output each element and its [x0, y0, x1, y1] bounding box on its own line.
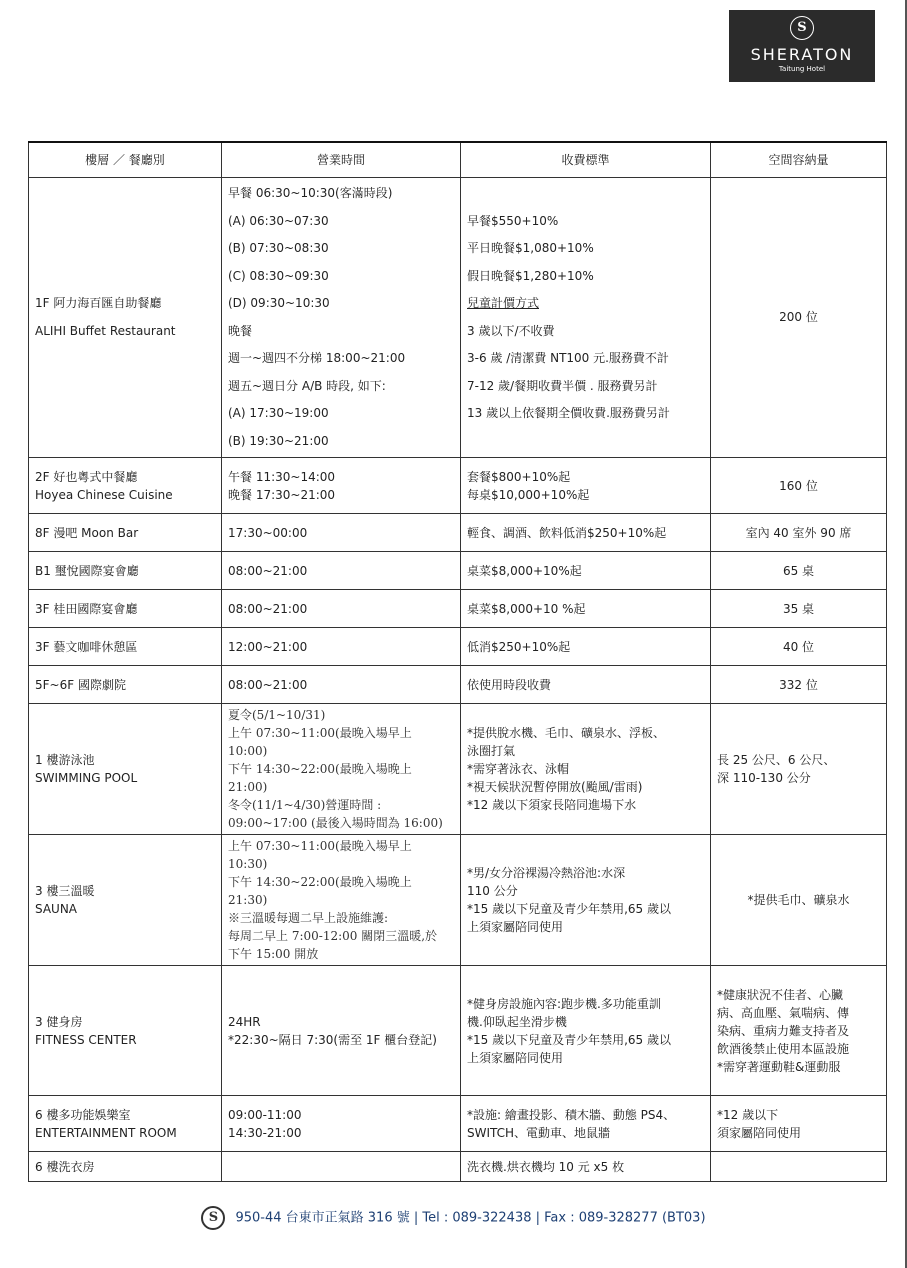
cell-capacity: [711, 590, 887, 628]
cell-line: 6 樓多功能娛樂室: [35, 1107, 131, 1122]
cell-line: 早餐$550+10%: [467, 213, 559, 228]
cell-line: 7-12 歲/餐期收費半價 . 服務費另計: [467, 378, 658, 393]
cell-line: 週五~週日分 A/B 時段, 如下:: [228, 378, 386, 393]
logo-subtitle: Taitung Hotel: [778, 65, 826, 73]
facilities-table: [28, 141, 887, 1182]
cell-line: 上須家屬陪同使用: [467, 1050, 564, 1065]
cell-line: 160 位: [779, 478, 818, 493]
cell-line: 3 歲以下/不收費: [467, 323, 555, 338]
cell-line: SWITCH、電動車、地鼠牆: [467, 1125, 611, 1140]
cell-line: 早餐 06:30~10:30(客滿時段): [228, 186, 393, 200]
cell-capacity: [711, 628, 887, 666]
cell-line: 冬令(11/1~4/30)營運時間 :: [228, 798, 382, 812]
cell-line: *12 歲以下須家長陪同進場下水: [467, 798, 637, 812]
cell-line: *22:30~隔日 7:30(需至 1F 櫃台登記): [228, 1032, 437, 1047]
cell-line: 3-6 歲 /清潔費 NT100 元.服務費不計: [467, 351, 669, 365]
cell-line: B1 璽悅國際宴會廳: [35, 563, 139, 578]
cell-line: 染病、重病力難支持者及: [717, 1023, 850, 1038]
cell-capacity: [711, 835, 887, 966]
cell-name: [29, 966, 222, 1096]
cell-line: (A) 06:30~07:30: [228, 213, 329, 228]
cell-price: [461, 835, 711, 966]
cell-name: [29, 1096, 222, 1152]
header-capacity: 空間容納量: [711, 142, 887, 178]
cell-line: 須家屬陪同使用: [717, 1125, 802, 1140]
cell-price: [461, 1096, 711, 1152]
table-row: [29, 1096, 887, 1152]
cell-line: *健身房設施內容:跑步機.多功能重訓: [467, 996, 661, 1011]
cell-line: 桌菜$8,000+10 %起: [467, 601, 586, 616]
table-header-row: [29, 142, 887, 178]
cell-hours: [222, 1152, 461, 1182]
cell-line: 3 健身房: [35, 1014, 83, 1029]
cell-price: [461, 966, 711, 1096]
table-body: [29, 178, 887, 1182]
cell-line: 套餐$800+10%起: [467, 469, 571, 484]
cell-line: 6 樓洗衣房: [35, 1159, 95, 1174]
cell-line: 低消$250+10%起: [467, 639, 571, 654]
cell-price: [461, 552, 711, 590]
cell-hours: [222, 552, 461, 590]
cell-capacity: [711, 1096, 887, 1152]
table-row: [29, 178, 887, 458]
cell-capacity: [711, 458, 887, 514]
cell-line: 3F 藝文咖啡休憩區: [35, 639, 138, 654]
cell-line: 假日晚餐$1,280+10%: [467, 268, 594, 283]
cell-line: 病、高血壓、氣喘病、傳: [717, 1005, 850, 1020]
cell-capacity: [711, 1152, 887, 1182]
cell-line: 65 桌: [782, 563, 815, 578]
cell-line: 泳圈打氣: [467, 744, 516, 758]
cell-hours: [222, 704, 461, 835]
cell-line: 24HR: [228, 1014, 261, 1029]
cell-line: SWIMMING POOL: [35, 771, 138, 785]
cell-name: [29, 628, 222, 666]
cell-capacity: [711, 966, 887, 1096]
cell-line: 午餐 11:30~14:00: [228, 469, 336, 484]
footer: [0, 1206, 907, 1230]
cell-line: 週一~週四不分梯 18:00~21:00: [228, 351, 406, 365]
cell-line: *15 歲以下兒童及青少年禁用,65 歲以: [467, 902, 671, 916]
cell-line: 室內 40 室外 90 席: [745, 525, 852, 540]
cell-line: 下午 15:00 開放: [228, 947, 319, 961]
cell-line: ※三溫暖每週二早上設施維護:: [228, 911, 389, 925]
cell-line: 14:30-21:00: [228, 1125, 302, 1140]
cell-line: 8F 漫吧 Moon Bar: [35, 525, 139, 540]
cell-line: 深 110-130 公分: [717, 771, 811, 785]
table-row: [29, 458, 887, 514]
cell-line: *視天候狀況暫停開放(颱風/雷雨): [467, 780, 643, 794]
cell-line: 08:00~21:00: [228, 601, 308, 616]
cell-name: [29, 514, 222, 552]
header-floor: 樓層 ／ 餐廳別: [29, 142, 222, 178]
cell-name: [29, 552, 222, 590]
cell-hours: [222, 514, 461, 552]
cell-name: [29, 590, 222, 628]
cell-line: 1 樓游泳池: [35, 753, 95, 767]
cell-line: *設施: 繪畫投影、積木牆、動態 PS4、: [467, 1107, 676, 1122]
table-row: [29, 552, 887, 590]
logo-name: SHERATON: [750, 45, 854, 64]
cell-line: 長 25 公尺、6 公尺、: [717, 753, 836, 767]
cell-name: [29, 178, 222, 458]
cell-line: 晚餐: [228, 323, 253, 338]
cell-line: SAUNA: [35, 902, 78, 916]
cell-line: 每周二早上 7:00-12:00 關閉三溫暖,於: [228, 929, 438, 943]
cell-line: 飲酒後禁止使用本區設施: [717, 1041, 850, 1056]
cell-line: ENTERTAINMENT ROOM: [35, 1125, 177, 1140]
cell-hours: [222, 458, 461, 514]
cell-line: 兒童計價方式: [467, 296, 540, 310]
cell-line: (C) 08:30~09:30: [228, 268, 329, 283]
cell-line: *提供脫水機、毛巾、礦泉水、浮板、: [467, 726, 666, 740]
cell-line: *男/女分浴裸湯冷熱浴池:水深: [467, 866, 626, 880]
cell-line: 上須家屬陪同使用: [467, 920, 564, 934]
cell-name: [29, 1152, 222, 1182]
cell-line: 08:00~21:00: [228, 677, 308, 692]
cell-line: 夏令(5/1~10/31): [228, 708, 326, 722]
sheraton-emblem-icon: S: [790, 16, 814, 40]
footer-address: 950-44 台東市正氣路 316 號 | Tel : 089-322438 | Fax : 089-328277 (BT03): [235, 1210, 706, 1226]
table-row: [29, 1152, 887, 1182]
cell-line: (B) 19:30~21:00: [228, 433, 329, 448]
cell-line: *健康狀況不佳者、心臟: [717, 987, 844, 1002]
cell-line: 200 位: [779, 309, 818, 324]
cell-line: 上午 07:30~11:00(最晚入場早上 10:00): [228, 726, 412, 758]
cell-capacity: [711, 704, 887, 835]
cell-capacity: [711, 178, 887, 458]
table-row: [29, 704, 887, 835]
cell-capacity: [711, 514, 887, 552]
cell-line: (D) 09:30~10:30: [228, 296, 330, 310]
header-hours: 營業時間: [222, 142, 461, 178]
table-row: [29, 966, 887, 1096]
cell-line: 每桌$10,000+10%起: [467, 487, 590, 502]
cell-price: [461, 458, 711, 514]
cell-line: 09:00~17:00 (最後入場時間為 16:00): [228, 816, 443, 830]
cell-hours: [222, 966, 461, 1096]
cell-line: 17:30~00:00: [228, 525, 308, 540]
cell-hours: [222, 1096, 461, 1152]
cell-name: [29, 458, 222, 514]
cell-price: [461, 704, 711, 835]
cell-line: *需穿著泳衣、泳帽: [467, 762, 570, 776]
cell-hours: [222, 178, 461, 458]
cell-line: 機.仰臥起坐滑步機: [467, 1014, 567, 1029]
cell-price: [461, 666, 711, 704]
cell-line: 輕食、調酒、飲料低消$250+10%起: [467, 525, 667, 540]
cell-line: 08:00~21:00: [228, 563, 308, 578]
sheraton-s-icon: S: [201, 1206, 225, 1230]
table-row: [29, 590, 887, 628]
cell-price: [461, 1152, 711, 1182]
cell-price: [461, 628, 711, 666]
cell-line: 下午 14:30~22:00(最晚入場晚上 21:30): [228, 875, 412, 907]
cell-capacity: [711, 666, 887, 704]
cell-hours: [222, 835, 461, 966]
cell-line: ALIHI Buffet Restaurant: [35, 323, 176, 338]
cell-line: 桌菜$8,000+10%起: [467, 563, 582, 578]
cell-line: 上午 07:30~11:00(最晚入場早上 10:30): [228, 839, 412, 871]
cell-hours: [222, 628, 461, 666]
cell-line: (B) 07:30~08:30: [228, 241, 329, 255]
cell-hours: [222, 666, 461, 704]
cell-line: FITNESS CENTER: [35, 1032, 137, 1047]
cell-line: 下午 14:30~22:00(最晚入場晚上 21:00): [228, 762, 412, 794]
cell-name: [29, 835, 222, 966]
cell-line: 3F 桂田國際宴會廳: [35, 601, 138, 616]
cell-capacity: [711, 552, 887, 590]
cell-name: [29, 704, 222, 835]
cell-name: [29, 666, 222, 704]
table-row: [29, 835, 887, 966]
cell-line: 40 位: [782, 639, 815, 654]
cell-line: *12 歲以下: [717, 1107, 779, 1122]
table-row: [29, 666, 887, 704]
cell-line: 09:00-11:00: [228, 1107, 302, 1122]
table-row: [29, 514, 887, 552]
cell-price: [461, 590, 711, 628]
cell-line: *需穿著運動鞋&運動服: [717, 1059, 841, 1074]
cell-line: 12:00~21:00: [228, 639, 308, 654]
header-price: 收費標準: [461, 142, 711, 178]
cell-line: 2F 好也粵式中餐廳: [35, 469, 138, 484]
cell-line: (A) 17:30~19:00: [228, 406, 329, 420]
table-row: [29, 628, 887, 666]
cell-line: 依使用時段收費: [467, 677, 552, 692]
cell-line: 13 歲以上依餐期全價收費.服務費另計: [467, 406, 670, 420]
cell-line: 5F~6F 國際劇院: [35, 677, 126, 692]
cell-price: [461, 178, 711, 458]
cell-line: 332 位: [779, 677, 818, 692]
cell-line: 3 樓三溫暖: [35, 884, 95, 898]
cell-line: *15 歲以下兒童及青少年禁用,65 歲以: [467, 1032, 671, 1047]
cell-line: 晚餐 17:30~21:00: [228, 487, 336, 502]
cell-line: 洗衣機.烘衣機均 10 元 x5 枚: [467, 1159, 625, 1174]
cell-line: 平日晚餐$1,080+10%: [467, 241, 594, 255]
cell-line: 1F 阿力海百匯自助餐廳: [35, 296, 162, 310]
cell-line: Hoyea Chinese Cuisine: [35, 487, 173, 502]
sheraton-logo: [729, 10, 875, 82]
cell-price: [461, 514, 711, 552]
cell-line: 110 公分: [467, 884, 518, 898]
cell-line: 35 桌: [782, 601, 815, 616]
cell-line: *提供毛巾、礦泉水: [747, 893, 850, 907]
cell-hours: [222, 590, 461, 628]
